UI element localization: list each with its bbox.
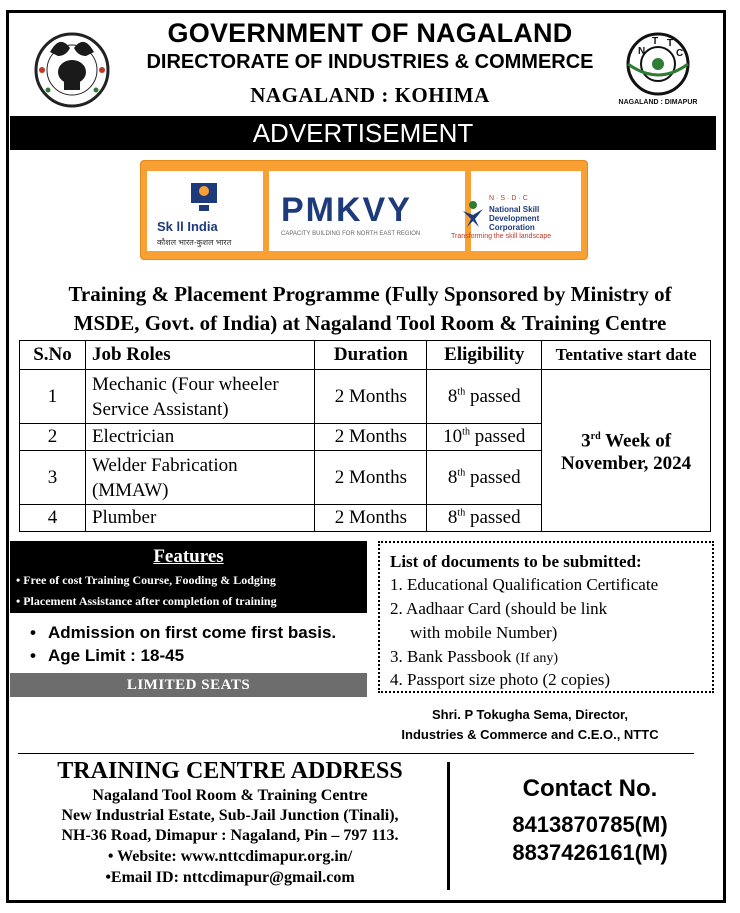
nsdc-figure-icon [459,199,487,229]
phone-number[interactable]: 8837426161(M) [512,840,668,865]
address-title: TRAINING CENTRE ADDRESS [57,758,403,784]
elig-text: passed [465,507,521,528]
age-limit: • Age Limit : 18-45 [30,646,185,665]
phone-number[interactable]: 8413870785(M) [512,812,668,837]
header-duration: Duration [315,341,427,370]
elig-text: passed [465,385,521,407]
elig-suffix: th [462,426,470,438]
cell-eligibility [427,424,542,451]
elig-suffix: th [457,507,466,519]
nsdc-tagline: Transforming the skill landscape [451,233,552,240]
elig-number: 8 [447,466,458,488]
job-role-line2: (MMAW) [91,479,169,501]
cell-sno: 4 [20,505,86,532]
elig-number: 10 [443,426,463,447]
elig-text: passed [465,466,521,488]
nsdc-letters: N·S·D·C [489,195,530,202]
elig-suffix: th [457,386,466,398]
header-eligibility: Eligibility [427,341,542,370]
document-item: 2. Aadhaar Card (should be link [390,599,608,618]
cell-sno: 1 [20,370,86,424]
cell-duration: 2 Months [315,505,427,532]
signatory-name: Shri. P Tokugha Sema, Director, [431,707,629,722]
footer-divider [18,753,694,754]
features-title: Features [153,546,224,567]
cell-job-role [85,451,314,505]
nttc-letter-n: N [638,46,646,57]
nttc-letter-t2: T [667,38,674,49]
skill-india-emblem-icon [187,177,221,215]
document-item-note: (If any) [515,651,558,666]
scheme-logo-banner [140,160,588,260]
header-location: NAGALAND : KOHIMA [250,83,490,107]
pmkvy-tagline: CAPACITY BUILDING FOR NORTH EAST REGION [281,231,421,237]
feature-item: • Placement Assistance after completion of training [16,594,277,608]
admission-basis-text: Admission on first come first basis. [48,623,337,642]
documents-box [378,541,714,693]
contact-title: Contact No. [522,775,658,802]
document-item [390,647,558,667]
header-job-roles: Job Roles [85,341,314,370]
document-item: 4. Passport size photo (2 copies) [390,670,611,689]
cell-eligibility [427,505,542,532]
job-role-line1: Welder Fabrication [91,454,238,476]
header-government: GOVERNMENT OF NAGALAND [167,18,573,48]
signatory-title: Industries & Commerce and C.E.O., NTTC [401,727,659,742]
skill-india-tagline: कौशल भारत-कुशल भारत [157,238,232,247]
documents-title: List of documents to be submitted: [390,552,642,571]
feature-item: • Free of cost Training Course, Fooding & Lodging [16,573,276,587]
features-box [10,541,367,613]
cell-duration: 2 Months [315,451,427,505]
cell-eligibility [427,451,542,505]
programme-title-line2: MSDE, Govt. of India) at Nagaland Tool Room & Training Centre [73,311,667,335]
elig-suffix: th [457,467,466,479]
nttc-logo-caption: NAGALAND : DIMAPUR [618,99,698,106]
cell-sno: 2 [20,424,86,451]
cell-sno: 3 [20,451,86,505]
start-week: Week of [600,430,672,452]
header-sno: S.No [20,341,86,370]
address-line: Nagaland Tool Room & Training Centre [92,787,368,804]
nttc-letter-c: C [676,48,684,59]
cell-duration: 2 Months [315,424,427,451]
limited-seats-banner: LIMITED SEATS [10,673,367,697]
nttc-letter-t1: T [652,36,659,47]
job-roles-table [19,340,711,532]
elig-number: 8 [447,507,458,528]
header-directorate: DIRECTORATE OF INDUSTRIES & COMMERCE [146,51,594,73]
table-header-row [20,341,711,370]
programme-title-line1: Training & Placement Programme (Fully Sponsored by Ministry of [68,282,672,306]
programme-title [0,280,740,338]
table-row [20,370,711,424]
cell-job-role: Electrician [85,424,314,451]
advertisement-heading: ADVERTISEMENT [10,116,716,150]
job-role-line2: Service Assistant) [91,398,229,420]
admission-basis: • Admission on first come first basis. [30,623,337,642]
elig-number: 8 [447,385,458,407]
start-number: 3 [581,430,591,452]
cell-job-role [85,370,314,424]
header-start-date: Tentative start date [542,341,711,370]
website-link[interactable]: • Website: www.nttcdimapur.org.in/ [107,848,353,865]
cell-duration: 2 Months [315,370,427,424]
start-month: November, 2024 [561,452,692,474]
nsdc-name: National Skill Development Corporation [489,205,540,232]
document-item: 1. Educational Qualification Certificate [390,575,659,594]
start-suffix: rd [590,431,601,443]
email-link[interactable]: •Email ID: nttcdimapur@gmail.com [105,869,355,886]
document-item-text: 3. Bank Passbook [390,647,512,666]
address-line: New Industrial Estate, Sub-Jail Junction (Tinali), [61,807,399,824]
document-item-continued: with mobile Number) [410,623,558,642]
cell-eligibility [427,370,542,424]
age-limit-text: Age Limit : 18-45 [48,646,185,665]
cell-start-date [542,370,711,532]
elig-text: passed [469,426,526,447]
address-line: NH-36 Road, Dimapur : Nagaland, Pin – 797 113. [61,827,399,844]
pmkvy-wordmark: PMKVY [281,191,412,229]
job-role-line1: Mechanic (Four wheeler [91,373,279,395]
skill-india-wordmark: Sk ll India [157,219,218,234]
skill-india-panel [147,171,263,251]
cell-job-role: Plumber [85,505,314,532]
